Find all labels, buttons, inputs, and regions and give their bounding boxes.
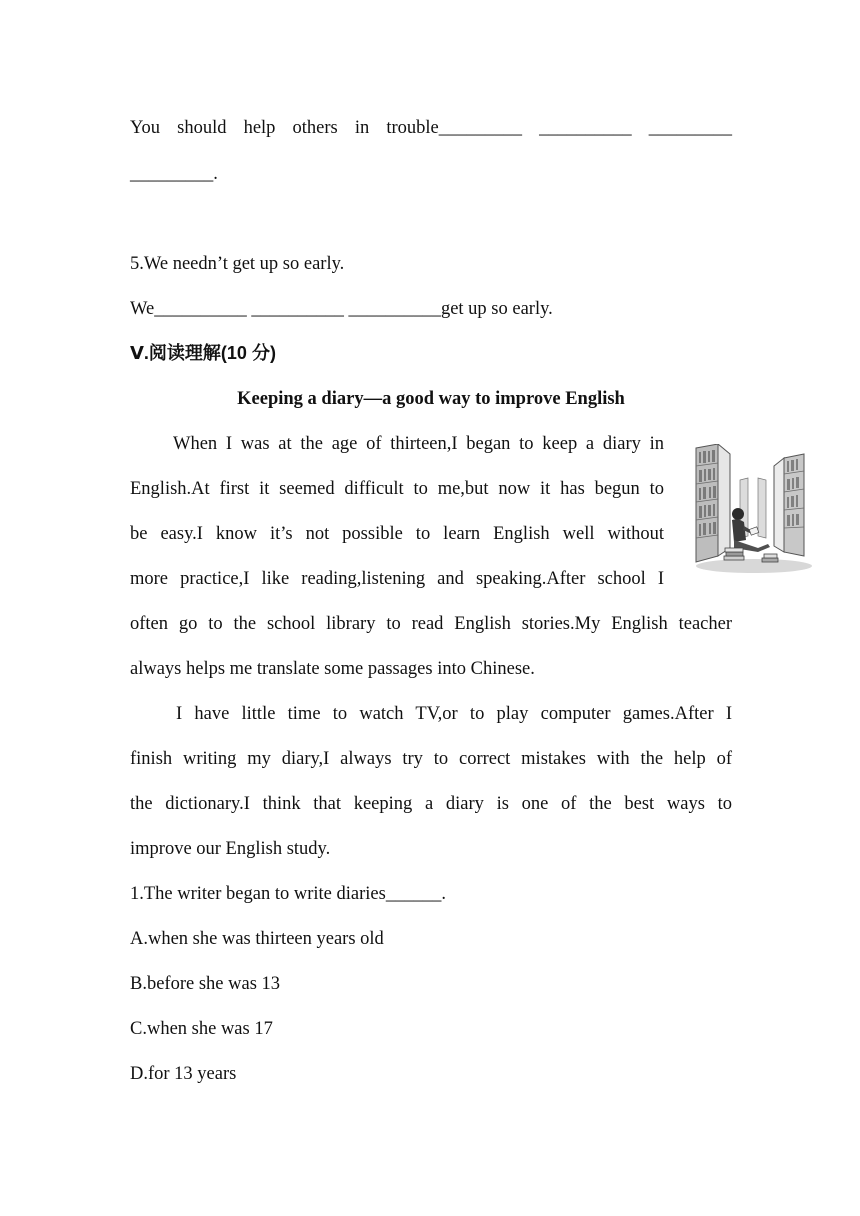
passage-line: When I was at the age of thirteen,I began to keep a diary in: [173, 434, 664, 454]
passage-line: the dictionary.I think that keeping a diary is one of the best ways to: [130, 794, 732, 814]
passage-line: more practice,I like reading,listening and speaking.After school I: [130, 569, 664, 589]
question-4-answer-line-2: _________.: [130, 164, 218, 184]
passage-line: improve our English study.: [130, 839, 331, 859]
passage-line: I have little time to watch TV,or to play computer games.After I: [176, 704, 732, 724]
option-b: B.before she was 13: [130, 974, 281, 994]
option-c: C.when she was 17: [130, 1019, 273, 1039]
question-1-stem: 1.The writer began to write diaries______.: [130, 884, 446, 904]
girl-reading-between-bookshelves-icon: [688, 444, 816, 578]
option-a: A.when she was thirteen years old: [130, 929, 384, 949]
passage-line: English.At first it seemed difficult to me,but now it has begun to: [130, 479, 664, 499]
question-5-answer: We__________ __________ __________get up so early.: [130, 299, 553, 319]
section-heading: Ⅴ.阅读理解(10 分): [130, 343, 276, 363]
passage-line: be easy.I know it’s not possible to learn English well without: [130, 524, 664, 544]
passage-title: Keeping a diary—a good way to improve English: [237, 389, 625, 409]
question-4-answer-line-1: You should help others in trouble_________ __________ _________: [130, 118, 732, 138]
question-5-prompt: 5.We needn’t get up so early.: [130, 254, 345, 274]
passage-line: finish writing my diary,I always try to correct mistakes with the help of: [130, 749, 732, 769]
passage-line: always helps me translate some passages into Chinese.: [130, 659, 535, 679]
option-d: D.for 13 years: [130, 1064, 237, 1084]
passage-line: often go to the school library to read English stories.My English teacher: [130, 614, 732, 634]
